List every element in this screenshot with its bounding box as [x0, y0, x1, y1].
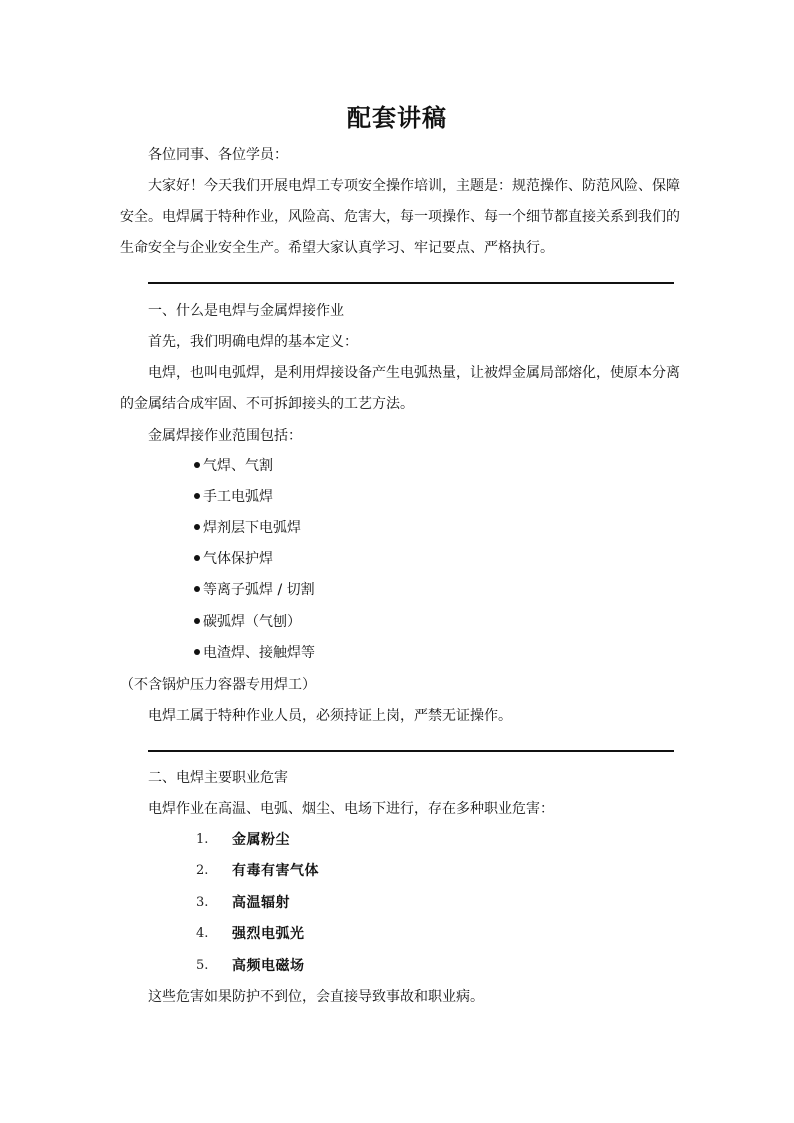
list-item-text: 气体保护焊	[203, 551, 273, 567]
hazard-item: 有毒有害气体	[232, 863, 319, 879]
list-item	[194, 456, 273, 476]
definition-line-1: 电焊，也叫电弧焊，是利用焊接设备产生电弧热量，让被焊金属局部熔化，使原本分离	[148, 365, 680, 381]
list-item	[194, 643, 315, 663]
hazard-item: 高温辐射	[232, 895, 290, 911]
list-item-text: 手工电弧焊	[203, 489, 273, 505]
hazard-number: 1.	[196, 832, 209, 847]
definition-line-2: 的金属结合成牢固、不可拆卸接头的工艺方法。	[120, 396, 414, 412]
bullet-icon	[194, 618, 200, 624]
hazard-item: 强烈电弧光	[232, 926, 305, 942]
list-item	[194, 580, 315, 600]
intro-line-2: 安全。电焊属于特种作业，风险高、危害大，每一项操作、每一个细节都直接关系到我们的	[120, 209, 680, 225]
list-item-text: 电渣焊、接触焊等	[203, 645, 315, 661]
hazard-number: 2.	[196, 863, 209, 878]
page-title: 配套讲稿	[347, 103, 447, 132]
list-item	[194, 518, 301, 538]
scope-label: 金属焊接作业范围包括：	[148, 428, 302, 444]
section2-heading: 二、电焊主要职业危害	[148, 770, 288, 786]
section-divider-2	[148, 750, 674, 752]
section2-lead: 电焊作业在高温、电弧、烟尘、电场下进行，存在多种职业危害：	[148, 801, 554, 817]
greeting: 各位同事、各位学员：	[148, 147, 288, 163]
list-item	[194, 612, 301, 632]
intro-line-1: 大家好！今天我们开展电焊工专项安全操作培训，主题是：规范操作、防范风险、保障	[148, 178, 680, 194]
section-divider-1	[148, 282, 674, 284]
list-item-text: 焊剂层下电弧焊	[203, 520, 301, 536]
list-item-text: 气焊、气割	[203, 458, 273, 474]
section2-conclusion: 这些危害如果防护不到位，会直接导致事故和职业病。	[148, 989, 484, 1005]
bullet-icon	[194, 524, 200, 530]
hazard-number: 4.	[196, 926, 209, 941]
section1-heading: 一、什么是电焊与金属焊接作业	[148, 303, 344, 319]
list-item-text: 等离子弧焊 / 切割	[203, 582, 315, 598]
section1-lead: 首先，我们明确电焊的基本定义：	[148, 334, 358, 350]
bullet-icon	[194, 586, 200, 592]
bullet-icon	[194, 649, 200, 655]
bullet-icon	[194, 493, 200, 499]
list-item	[194, 487, 273, 507]
hazard-number: 5.	[196, 958, 209, 973]
list-item-text: 碳弧焊（气刨）	[203, 614, 301, 630]
hazard-item: 金属粉尘	[232, 832, 290, 848]
bullet-icon	[194, 462, 200, 468]
bullet-icon	[194, 555, 200, 561]
hazard-item: 高频电磁场	[232, 958, 305, 974]
hazard-number: 3.	[196, 895, 209, 910]
list-item	[194, 549, 273, 569]
scope-note: （不含锅炉压力容器专用焊工）	[120, 677, 316, 693]
section1-conclusion: 电焊工属于特种作业人员，必须持证上岗，严禁无证操作。	[148, 708, 512, 724]
intro-line-3: 生命安全与企业安全生产。希望大家认真学习、牢记要点、严格执行。	[120, 240, 554, 256]
